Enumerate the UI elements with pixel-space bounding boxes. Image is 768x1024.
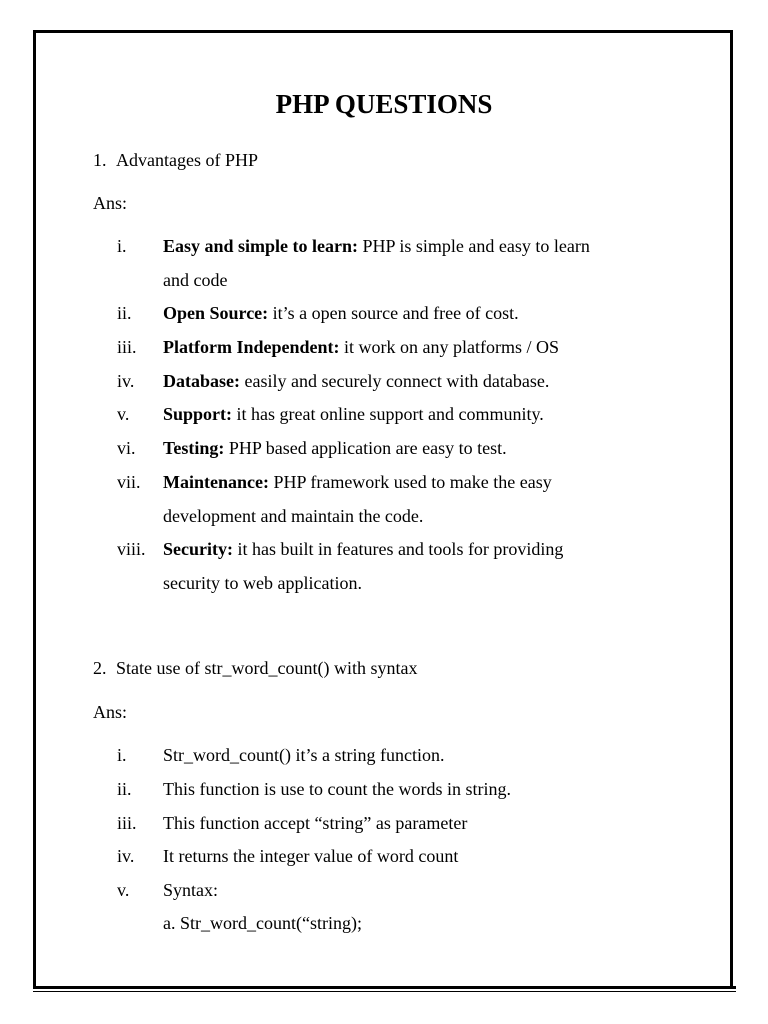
item-text: it has built in features and tools for providing [232, 539, 564, 559]
list-item [163, 436, 507, 460]
list-numeral: i. [117, 745, 127, 765]
list-item: This function is use to count the words in string. [163, 779, 511, 799]
item-term: Testing: [163, 438, 225, 458]
answer-label: Ans: [93, 193, 128, 213]
list-item [163, 234, 590, 258]
list-item: Syntax: [163, 880, 219, 900]
item-text: PHP framework used to make the easy [268, 472, 552, 492]
list-numeral: vii. [117, 472, 141, 492]
item-term: Database: [163, 371, 240, 391]
item-text: it has great online support and community. [232, 404, 544, 424]
list-numeral: iv. [117, 846, 135, 866]
list-item-continuation: development and maintain the code. [163, 506, 424, 526]
item-text: PHP based application are easy to test. [224, 438, 507, 458]
item-text: it’s a open source and free of cost. [268, 303, 519, 323]
list-item [163, 537, 563, 561]
item-term: Open Source: [163, 303, 269, 323]
list-item [163, 402, 544, 426]
list-numeral: v. [117, 880, 130, 900]
question-text: State use of str_word_count() with syntax [116, 658, 418, 678]
list-numeral: i. [117, 236, 127, 256]
list-numeral: vi. [117, 438, 136, 458]
list-numeral: iii. [117, 337, 137, 357]
answer-label: Ans: [93, 702, 128, 722]
list-item: This function accept “string” as parameter [163, 813, 468, 833]
list-numeral: viii. [117, 539, 146, 559]
list-item: It returns the integer value of word count [163, 846, 459, 866]
list-numeral: iv. [117, 371, 135, 391]
item-term: Security: [163, 539, 233, 559]
question-number: 1. [93, 150, 107, 170]
list-item [163, 301, 519, 325]
question-text: Advantages of PHP [116, 150, 258, 170]
item-term: Support: [163, 404, 233, 424]
list-numeral: v. [117, 404, 130, 424]
list-item: Str_word_count() it’s a string function. [163, 745, 445, 765]
question-number: 2. [93, 658, 107, 678]
bottom-rule [33, 986, 736, 989]
item-term: Platform Independent: [163, 337, 340, 357]
question-2-heading [93, 656, 417, 680]
page-title: PHP QUESTIONS [275, 89, 493, 119]
item-text: easily and securely connect with database. [240, 371, 550, 391]
item-text: it work on any platforms / OS [339, 337, 559, 357]
sub-item-text: Str_word_count(“string); [180, 913, 362, 933]
item-text: PHP is simple and easy to learn [358, 236, 590, 256]
list-numeral: iii. [117, 813, 137, 833]
bottom-rule-thin [33, 991, 736, 992]
list-item [163, 369, 549, 393]
question-1-heading [93, 148, 258, 172]
list-item [163, 470, 552, 494]
list-item-continuation: and code [163, 270, 228, 290]
list-item [163, 335, 559, 359]
list-numeral: ii. [117, 303, 132, 323]
item-term: Maintenance: [163, 472, 269, 492]
sub-list-item [163, 911, 362, 935]
list-numeral: ii. [117, 779, 132, 799]
item-term: Easy and simple to learn: [163, 236, 359, 256]
list-item-continuation: security to web application. [163, 573, 362, 593]
sub-item-letter: a. [163, 913, 176, 933]
